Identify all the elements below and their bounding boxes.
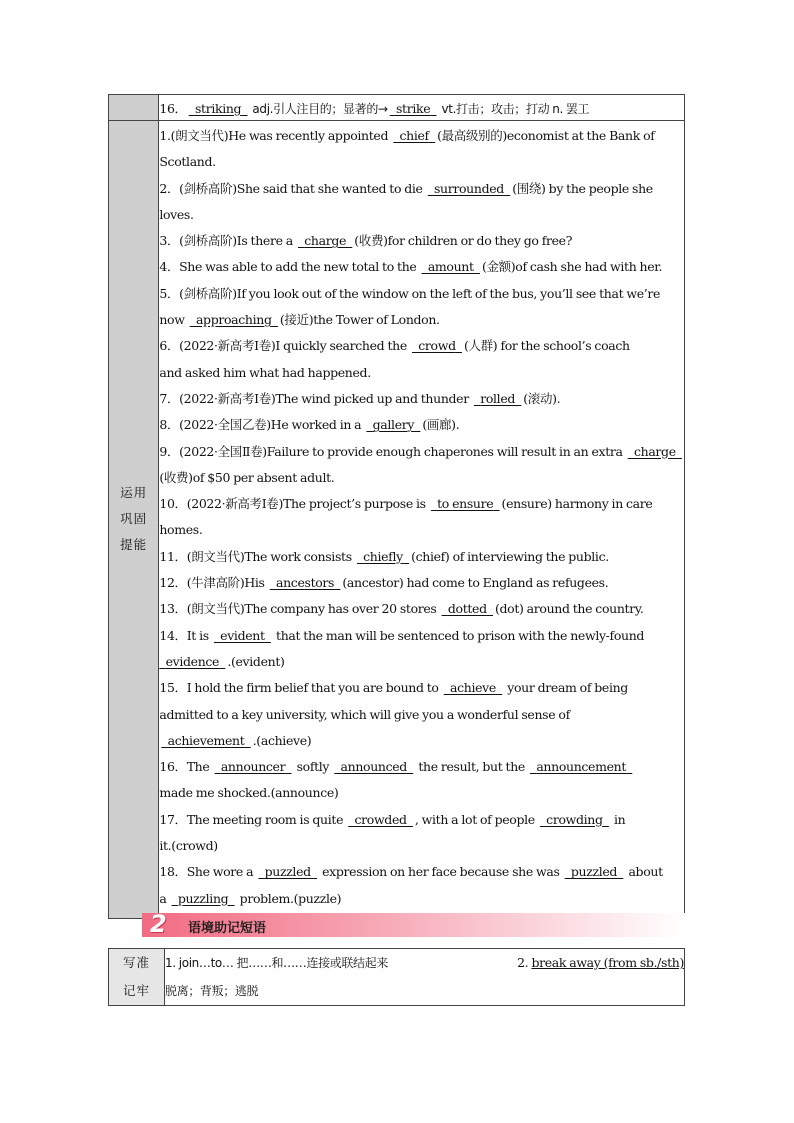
practice-item: 12．(牛津高阶)His ancestors (ancestor) had come to England as refugees. [159, 575, 609, 591]
answer-blank: amount [427, 259, 474, 275]
practice-item: 10．(2022·新高考Ⅰ卷)The project’s purpose is to ensure (ensure) harmony in care [159, 496, 653, 512]
practice-item-cont: (收费)of $50 per absent adult. [159, 469, 335, 485]
item-16: 16．The announcer softly announced the result, but the announcement [159, 759, 627, 775]
answer-blank: striking [194, 101, 242, 116]
item-17-cont: it.(crowd) [159, 838, 218, 854]
section-title: 语境助记短语 [188, 921, 267, 936]
answer-blank: dotted [447, 601, 487, 617]
phrase-label-cell [109, 949, 165, 1006]
practice-item-cont: now approaching (接近)the Tower of London. [159, 312, 440, 328]
side-cell-empty [109, 95, 159, 121]
phrase-cell [165, 949, 685, 1006]
item-14-cont: evidence .(evident) [165, 653, 285, 669]
answer-blank: ancestors [276, 575, 335, 591]
practice-item: 8．(2022·全国乙卷)He worked in a gallery (画廊). [159, 417, 460, 433]
practice-label: 运用 巩固 提能 [120, 485, 148, 553]
practice-item: 1.(朗文当代)He was recently appointed chief (最高级别的)economist at the Bank of [159, 128, 655, 143]
item-15-cont: admitted to a key university, which will give you a wonderful sense of [159, 706, 570, 722]
phrase-line-2: 脱离；背叛；逃脱 [165, 984, 259, 998]
item-15-cont2: achievement .(achieve) [167, 732, 312, 748]
section-number: 2 [150, 910, 167, 938]
answer-blank: approaching [195, 312, 272, 328]
item-18-cont: a puzzling problem.(puzzle) [159, 890, 342, 906]
practice-item: 11．(朗文当代)The work consists chiefly (chief) of interviewing the public. [159, 548, 609, 564]
practice-item-cont: loves. [159, 206, 194, 222]
answer-blank: chief [399, 128, 429, 143]
item-17: 17．The meeting room is quite crowded , with a lot of people crowding in [159, 811, 626, 827]
item-18: 18．She wore a puzzled expression on her face because she was puzzled about [159, 864, 663, 880]
practice-cell [159, 121, 685, 919]
row-16-text: 16． striking adj.引人注目的；显著的→ strike vt.打击；攻击；打动 n. 罢工 [159, 101, 590, 116]
practice-item-cont: Scotland. [159, 154, 216, 170]
practice-item: 6．(2022·新高考Ⅰ卷)I quickly searched the crowd (人群) for the school’s coach [159, 338, 630, 354]
practice-label-cell [109, 121, 159, 919]
vocab-table [108, 94, 685, 919]
practice-items [159, 123, 684, 623]
phrase-label: 写准 记牢 [122, 955, 150, 998]
answer-blank: charge [304, 233, 347, 249]
practice-item-cont: and asked him what had happened. [159, 364, 371, 380]
answer-blank: crowd [418, 338, 456, 354]
practice-item: 4．She was able to add the new total to the amount (金额)of cash she had with her. [159, 259, 663, 275]
answer-blank: chiefly [363, 548, 403, 564]
practice-item: 3．(剑桥高阶)Is there a charge (收费)for children or do they go free? [159, 233, 573, 249]
answer-blank: charge [633, 443, 676, 459]
item-14: 14．It is evident that the man will be sentenced to prison with the newly-found [159, 627, 645, 643]
answer-blank: surrounded [433, 180, 504, 196]
answer-blank: rolled [480, 390, 516, 406]
item-15: 15．I hold the firm belief that you are bound to achieve your dream of being [159, 680, 628, 696]
row-16-cell [159, 95, 685, 121]
item-16-cont: made me shocked.(announce) [159, 785, 339, 801]
phrase-table [108, 948, 685, 1006]
answer-blank: gallery [372, 417, 415, 433]
practice-item: 13．(朗文当代)The company has over 20 stores dotted (dot) around the country. [159, 601, 644, 617]
practice-item: 9．(2022·全国Ⅱ卷)Failure to provide enough chaperones will result in an extra charge [159, 439, 684, 465]
practice-item: 7．(2022·新高考Ⅰ卷)The wind picked up and thunder rolled (滚动). [159, 390, 561, 406]
practice-item: 2．(剑桥高阶)She said that she wanted to die surrounded (围绕) by the people she [159, 180, 653, 196]
answer-blank: strike [395, 101, 431, 116]
practice-item: 5．(剑桥高阶)If you look out of the window on the left of the bus, you’ll see that we’re [159, 285, 661, 301]
answer-blank: to ensure [437, 496, 494, 512]
phrase-line-1: 1. join…to… 把……和……连接或联结起来 2. break away (from sb./sth) [165, 955, 684, 970]
practice-item-cont: homes. [159, 522, 203, 538]
